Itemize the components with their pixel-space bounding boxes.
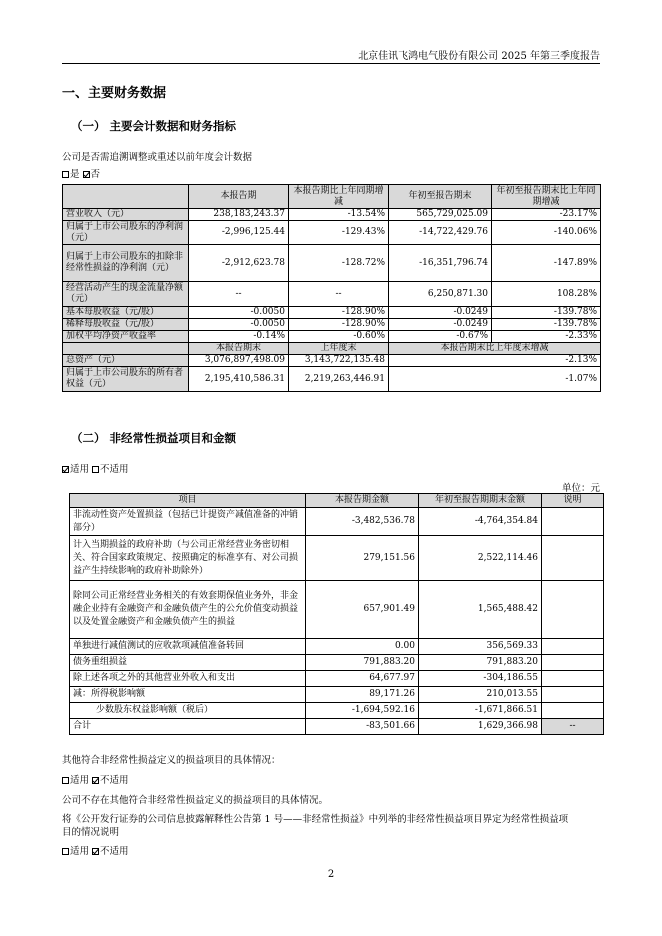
subsection2-title: （二） 非经常性损益项目和金额 (71, 431, 237, 445)
nonrecurring-options (62, 461, 129, 475)
table-header-cell: 项目 (70, 494, 306, 508)
checkbox-no[interactable] (83, 171, 90, 178)
table-cell: -140.06% (492, 221, 601, 245)
table-cell: -0.0050 (189, 319, 289, 331)
report-header: 北京佳讯飞鸿电气股份有限公司 2025 年第三季度报告 (358, 51, 600, 62)
option-not-applicable-label: 不适用 (100, 464, 129, 475)
subsection1-title: （一） 主要会计数据和财务指标 (71, 119, 237, 133)
table-cell: 6,250,871.30 (389, 282, 492, 307)
table-cell: -83,501.66 (306, 719, 419, 735)
table-row (70, 508, 604, 536)
row-label: 营业收入（元） (63, 209, 189, 221)
reclassification-note-line1: 将《公开发行证券的公司信息披露解释性公告第 1 号——非经常性损益》中列举的非经常性损益项目界定为经常性损益项 (62, 814, 569, 825)
table-header-row (63, 343, 601, 355)
table-header-row (70, 494, 604, 508)
table-cell: 0.00 (306, 639, 419, 655)
option-applicable-label: 适用 (70, 775, 90, 786)
table-header-cell: 年初至报告期末 (389, 185, 492, 209)
table-row (70, 581, 604, 639)
row-label: 总资产（元） (63, 355, 189, 367)
table-row (70, 687, 604, 703)
table-cell (542, 703, 604, 719)
table-cell: -128.90% (289, 319, 389, 331)
other-items-note: 其他符合非经常性损益定义的损益项目的具体情况： (62, 755, 281, 766)
table-header-cell: 本报告期末 (189, 343, 289, 355)
row-label: 归属于上市公司股东的扣除非经常性损益的净利润（元） (63, 245, 189, 282)
table-header-row (63, 185, 601, 209)
table-cell: -- (289, 282, 389, 307)
table-header-cell: 本报告期金额 (306, 494, 419, 508)
row-label: 归属于上市公司股东的所有者权益（元） (63, 367, 189, 392)
table-cell (542, 508, 604, 536)
section-title: 一、主要财务数据 (62, 86, 167, 101)
table-cell: 108.28% (492, 282, 601, 307)
table-cell: -0.14% (189, 331, 289, 343)
table-row (63, 209, 601, 221)
table-header-cell (63, 185, 189, 209)
table-cell (542, 655, 604, 671)
row-label: 除同公司正常经营业务相关的有效套期保值业务外，非金融企业持有金融资产和金融负债产生的公允价值变动损益以及处置金融资产和金融负债产生的损益 (70, 581, 306, 639)
table-header-cell: 年初至报告期期末金额 (419, 494, 542, 508)
table-header-cell: 说明 (542, 494, 604, 508)
table-cell: -2,996,125.44 (189, 221, 289, 245)
table-row (63, 307, 601, 319)
table-header-cell (63, 343, 189, 355)
row-label: 稀释每股收益（元/股） (63, 319, 189, 331)
option-not-applicable-label: 不适用 (100, 846, 129, 857)
option-applicable-label: 适用 (70, 846, 90, 857)
table-cell: 3,076,897,498.09 (189, 355, 289, 367)
table-row (63, 245, 601, 282)
table-cell: -0.60% (289, 331, 389, 343)
restatement-options (62, 166, 100, 180)
table-cell: 1,565,488.42 (419, 581, 542, 639)
row-label: 加权平均净资产收益率 (63, 331, 189, 343)
row-label: 合计 (70, 719, 306, 735)
table-cell: -1,671,866.51 (419, 703, 542, 719)
table-cell: -1.07% (389, 367, 601, 392)
table-cell: -4,764,354.84 (419, 508, 542, 536)
table-cell: -23.17% (492, 209, 601, 221)
table-row (63, 282, 601, 307)
option-applicable-label: 适用 (70, 464, 90, 475)
option-not-applicable-label: 不适用 (100, 775, 129, 786)
table-header-cell: 本报告期末比上年度末增减 (389, 343, 601, 355)
table-header-cell: 上年度末 (289, 343, 389, 355)
table-cell: 791,883.20 (306, 655, 419, 671)
table-cell: -0.0249 (389, 319, 492, 331)
table-cell: 356,569.33 (419, 639, 542, 655)
table-cell (542, 687, 604, 703)
table-cell: 279,151.56 (306, 536, 419, 581)
table-cell: -147.89% (492, 245, 601, 282)
table-cell: -129.43% (289, 221, 389, 245)
reclassification-note-line2: 目的情况说明 (62, 827, 120, 838)
table-cell: 565,729,025.09 (389, 209, 492, 221)
checkbox-not-applicable[interactable] (92, 848, 99, 855)
checkbox-applicable[interactable] (62, 466, 69, 473)
table-cell: -0.0050 (189, 307, 289, 319)
table-cell: -0.0249 (389, 307, 492, 319)
table-cell: -1,694,592.16 (306, 703, 419, 719)
header-rule (62, 63, 600, 64)
table-cell: 2,195,410,586.31 (189, 367, 289, 392)
table-cell: -3,482,536.78 (306, 508, 419, 536)
row-label: 债务重组损益 (70, 655, 306, 671)
other-items-options (62, 772, 129, 786)
table-cell: 657,901.49 (306, 581, 419, 639)
row-label: 经营活动产生的现金流量净额（元） (63, 282, 189, 307)
no-other-items-statement: 公司不存在其他符合非经常性损益定义的损益项目的具体情况。 (62, 795, 329, 806)
table-row (70, 671, 604, 687)
option-no-label: 否 (90, 169, 101, 180)
table-cell: -2,912,623.78 (189, 245, 289, 282)
table-header-cell: 年初至报告期末比上年同期增减 (492, 185, 601, 209)
table-row (70, 719, 604, 735)
table-cell (542, 536, 604, 581)
table-row (70, 639, 604, 655)
restatement-question: 公司是否需追溯调整或重述以前年度会计数据 (62, 152, 253, 163)
table-row (63, 367, 601, 392)
table-cell: -139.78% (492, 307, 601, 319)
unit-label: 单位：元 (561, 483, 600, 494)
table-cell: -304,186.55 (419, 671, 542, 687)
table-row (63, 355, 601, 367)
table-cell: -128.90% (289, 307, 389, 319)
key-financial-table (62, 184, 601, 392)
page-number: 2 (327, 869, 335, 880)
row-label: 归属于上市公司股东的净利润（元） (63, 221, 189, 245)
table-cell: -- (189, 282, 289, 307)
option-yes-label: 是 (70, 169, 80, 180)
table-cell: 2,219,263,446.91 (289, 367, 389, 392)
table-row (70, 536, 604, 581)
row-label: 减：所得税影响额 (70, 687, 306, 703)
table-cell: -14,722,429.76 (389, 221, 492, 245)
table-cell (542, 581, 604, 639)
table-row (70, 703, 604, 719)
table-row (63, 331, 601, 343)
table-cell: 210,013.55 (419, 687, 542, 703)
table-cell: 238,183,243.37 (189, 209, 289, 221)
checkbox-applicable[interactable] (62, 848, 69, 855)
table-cell (542, 639, 604, 655)
table-cell: -139.78% (492, 319, 601, 331)
row-label: 非流动性资产处置损益（包括已计提资产减值准备的冲销部分） (70, 508, 306, 536)
table-row (70, 655, 604, 671)
table-cell (542, 671, 604, 687)
checkbox-not-applicable[interactable] (92, 777, 99, 784)
reclassification-options (62, 843, 129, 857)
table-cell: -128.72% (289, 245, 389, 282)
row-label: 基本每股收益（元/股） (63, 307, 189, 319)
checkbox-not-applicable[interactable] (92, 466, 99, 473)
table-row (63, 319, 601, 331)
table-row (63, 221, 601, 245)
table-header-cell: 本报告期 (189, 185, 289, 209)
row-label: 除上述各项之外的其他营业外收入和支出 (70, 671, 306, 687)
table-cell: 3,143,722,135.48 (289, 355, 389, 367)
table-cell: -0.67% (389, 331, 492, 343)
checkbox-yes[interactable] (62, 171, 69, 178)
table-cell: 2,522,114.46 (419, 536, 542, 581)
table-header-cell: 本报告期比上年同期增减 (289, 185, 389, 209)
table-cell: 1,629,366.98 (419, 719, 542, 735)
table-cell: -- (542, 719, 604, 735)
table-cell: -13.54% (289, 209, 389, 221)
row-label: 计入当期损益的政府补助（与公司正常经营业务密切相关、符合国家政策规定、按照确定的标准享有、对公司损益产生持续影响的政府补助除外） (70, 536, 306, 581)
table-cell: 64,677.97 (306, 671, 419, 687)
checkbox-applicable[interactable] (62, 777, 69, 784)
nonrecurring-table (69, 493, 604, 735)
table-cell: -2.33% (492, 331, 601, 343)
row-label: 少数股东权益影响额（税后） (70, 703, 306, 719)
table-cell: 89,171.26 (306, 687, 419, 703)
table-cell: -2.13% (389, 355, 601, 367)
row-label: 单独进行减值测试的应收款项减值准备转回 (70, 639, 306, 655)
table-cell: -16,351,796.74 (389, 245, 492, 282)
table-cell: 791,883.20 (419, 655, 542, 671)
